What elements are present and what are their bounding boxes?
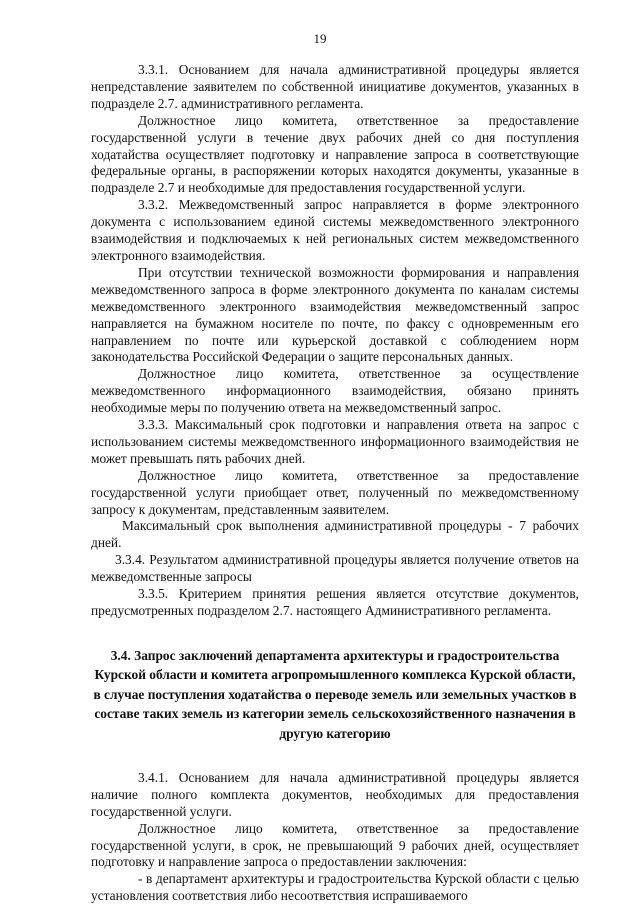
- paragraph-responsible-official-interaction: Должностное лицо комитета, ответственное за осуществление межведомственного информационного взаимодействия, обязано принять необходимые меры по получению ответа на межведомственный запрос.: [91, 366, 579, 416]
- paragraph-3-3-4: 3.3.4. Результатом административной процедуры является получение ответов на межведомственные запросы: [91, 552, 579, 585]
- paragraph-3-3-3: 3.3.3. Максимальный срок подготовки и направления ответа на запрос с использованием системы межведомственного информационного взаимодействия не может превышать пять рабочих дней.: [91, 417, 579, 466]
- paragraph-3-3-5: 3.3.5. Критерием принятия решения является отсутствие документов, предусмотренных подразделом 2.7. настоящего Административного регламента.: [91, 586, 579, 618]
- paragraph-3-3-1: 3.3.1. Основанием для начала административной процедуры является непредставление заявителем по собственной инициативе документов, указанных в подразделе 2.7. административного регламента.: [91, 62, 579, 111]
- paragraph-architecture-department: - в департамент архитектуры и градостроительства Курской области с целью установления соответствия либо несоответствия испрашиваемого: [91, 871, 579, 904]
- paragraph-responsible-official-answer: Должностное лицо комитета, ответственное за предоставление государственной услуги приобщает ответ, полученный по межведомственному запросу к документам, представленным заявителем.: [91, 467, 579, 517]
- paragraph-3-3-2: 3.3.2. Межведомственный запрос направляется в форме электронного документа с использованием единой системы межведомственного электронного взаимодействия и подключаемых к ней региональных систем межведомственного электронного взаимодействия.: [91, 197, 579, 263]
- page-number: 19: [313, 31, 327, 46]
- paragraph-no-technical-possibility: При отсутствии технической возможности формирования и направления межведомственного запроса в форме электронного документа по каналам системы межведомственного электронного взаимодействия межведомственный запрос направляется на бумажном носителе по почте, по факсу с одновременным его направлением по почте или курьерской доставкой с соблюдением норм законодательства Российской Федерации о защите персональных данных.: [91, 264, 579, 365]
- paragraph-3-4-1: 3.4.1. Основанием для начала административной процедуры является наличие полного комплекта документов, необходимых для предоставления государственной услуги.: [91, 769, 579, 819]
- paragraph-responsible-official-request: Должностное лицо комитета, ответственное за предоставление государственной услуги в течение двух рабочих дней со дня поступления ходатайства осуществляет подготовку и направление запроса в соответствующие федеральные органы, в распоряжении которых находятся документы, указанные в подразделе 2.7 и необходимые для предоставления государственной услуги.: [91, 112, 579, 196]
- section-heading-3-4: 3.4. Запрос заключений департамента архитектуры и градостроительства Курской области и комитета агропромышленного комплекса Курской области, в случае поступления ходатайства о переводе земель или земельных участков в составе таких земель из категории земель сельскохозяйственного назначения в другую категорию: [93, 647, 577, 741]
- paragraph-max-term: Максимальный срок выполнения административной процедуры - 7 рабочих дней.: [91, 518, 579, 551]
- paragraph-responsible-official-conclusion: Должностное лицо комитета, ответственное за предоставление государственной услуги, в срок, не превышающий 9 рабочих дней, осуществляет подготовку и направление запроса о предоставлении заключения:: [91, 820, 579, 870]
- document-body: [91, 62, 579, 905]
